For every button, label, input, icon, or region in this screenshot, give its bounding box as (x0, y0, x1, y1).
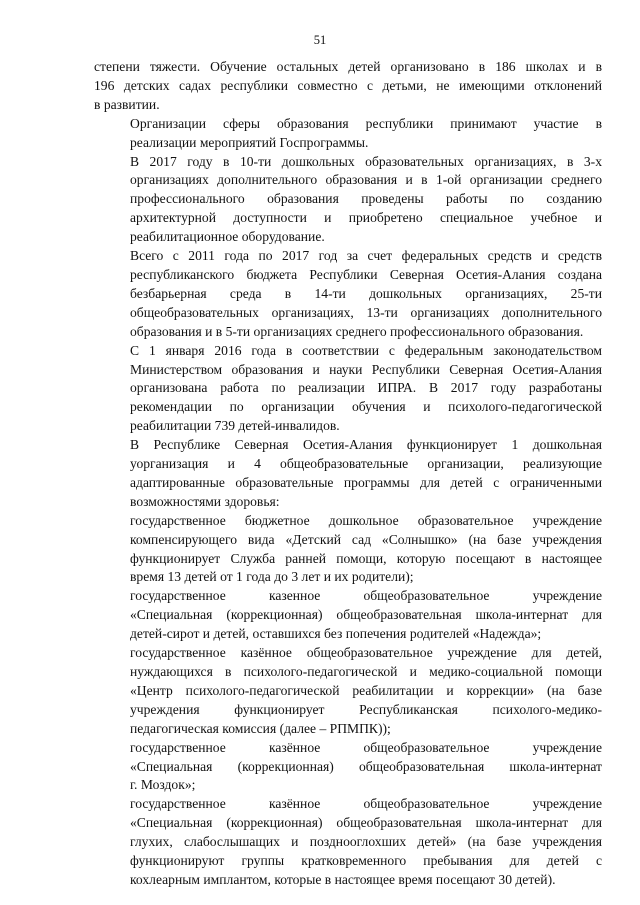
text-line: реабилитации 739 детей-инвалидов. (130, 418, 340, 434)
text-line: архитектурной доступности и приобретено специальное учебное и (130, 210, 602, 226)
document-body (94, 58, 602, 890)
text-line: в развитии. (94, 96, 160, 112)
text-line: реализации мероприятий Госпрограммы. (130, 134, 369, 150)
paragraph (94, 115, 602, 153)
text-line: республиканского бюджета Республики Северная Осетия-Алания создана (130, 266, 602, 282)
text-line: педагогическая комиссия (далее – РПМПК)); (130, 720, 391, 736)
text-line: степени тяжести. Обучение остальных детей организовано в 186 школах и в (94, 59, 602, 74)
text-line: Организации сферы образования республики принимают участие в (130, 115, 602, 131)
paragraph (94, 587, 602, 644)
text-line: 196 детских садах республики совместно с детьми, не имеющими отклонений (94, 77, 602, 93)
paragraph (94, 58, 602, 115)
text-line: рекомендации по организации обучения и психолого-педагогической (130, 399, 602, 415)
text-line: государственное казенное общеобразовательное учреждение (130, 588, 602, 604)
paragraph (94, 153, 602, 248)
text-line: время 13 детей от 1 года до 3 лет и их родители); (130, 569, 414, 585)
text-line: глухих, слабослышащих и позднооглохших детей» (на базе учреждения (130, 834, 602, 850)
text-line: государственное казённое общеобразовательное учреждение (130, 796, 602, 812)
text-line: уорганизация и 4 общеобразовательные организации, реализующие (130, 456, 602, 472)
page-number: 51 (313, 33, 327, 47)
text-line: государственное казённое общеобразовательное учреждение для детей, (130, 645, 602, 661)
text-line: учреждения функционирует Республиканская психолого-медико- (130, 701, 602, 717)
text-line: Всего с 2011 года по 2017 год за счет федеральных средств и средств (130, 248, 602, 264)
text-line: организациях дополнительного образования и в 1-ой организации среднего (130, 172, 602, 188)
text-line: организована работа по реализации ИПРА. В 2017 году разработаны (130, 380, 602, 396)
text-line: «Центр психолого-педагогической реабилитации и коррекции» (на базе (130, 682, 602, 698)
paragraph (94, 512, 602, 588)
paragraph (94, 795, 602, 890)
text-line: В Республике Северная Осетия-Алания функционирует 1 дошкольная (130, 437, 602, 453)
text-line: нуждающихся в психолого-педагогической и медико-социальной помощи (130, 664, 602, 679)
text-line: образования и в 5-ти организациях среднего профессионального образования. (130, 323, 584, 339)
text-line: «Специальная (коррекционная) общеобразовательная школа-интернат для (130, 607, 602, 623)
text-line: кохлеарным имплантом, которые в настоящее время посещают 30 детей). (130, 871, 556, 887)
text-line: детей-сирот и детей, оставшихся без попечения родителей «Надежда»; (130, 626, 542, 642)
paragraph (94, 342, 602, 437)
text-line: «Специальная (коррекционная) общеобразовательная школа-интернат (130, 758, 602, 774)
text-line: возможностями здоровья: (130, 493, 280, 509)
text-line: реабилитационное оборудование. (130, 229, 325, 245)
text-line: Министерством образования и науки Республики Северная Осетия-Алания (130, 361, 602, 377)
text-line: безбарьерная среда в 14-ти дошкольных организациях, 25-ти (130, 285, 602, 301)
text-line: общеобразовательных организациях, 13-ти организациях дополнительного (130, 304, 602, 320)
text-line: государственное бюджетное дошкольное образовательное учреждение (130, 512, 602, 528)
paragraph (94, 247, 602, 342)
text-line: компенсирующего вида «Детский сад «Солнышко» (на базе учреждения (130, 531, 602, 547)
paragraph (94, 739, 602, 796)
text-line: В 2017 году в 10-ти дошкольных образовательных организациях, в 3-х (130, 153, 602, 169)
text-line: государственное казённое общеобразовательное учреждение (130, 739, 602, 755)
text-line: С 1 января 2016 года в соответствии с федеральным законодательством (130, 342, 602, 358)
text-line: адаптированные образовательные программы для детей с ограниченными (130, 474, 602, 490)
text-line: функционирует Служба ранней помощи, которую посещают в настоящее (130, 550, 602, 566)
text-line: функционируют группы кратковременного пребывания для детей с (130, 853, 602, 869)
text-line: г. Моздок»; (130, 777, 196, 793)
paragraph (94, 436, 602, 512)
text-line: профессионального образования проведены работы по созданию (130, 191, 602, 207)
paragraph (94, 644, 602, 739)
text-line: «Специальная (коррекционная) общеобразовательная школа-интернат для (130, 815, 602, 831)
